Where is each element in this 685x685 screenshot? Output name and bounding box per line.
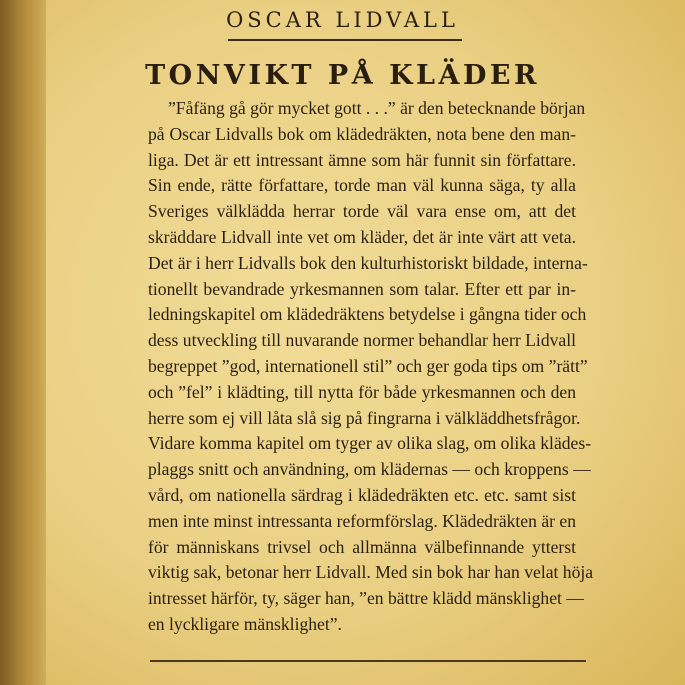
body-line: ledningskapitel om klädedräktens betydelse i gångna tider och xyxy=(148,304,587,325)
header-rule xyxy=(228,39,462,41)
body-line: dess utveckling till nuvarande normer behandlar herr Lidvall xyxy=(148,330,576,351)
body-line: vård, om nationella särdrag i klädedräkten etc. etc. samt sist xyxy=(148,484,576,505)
body-line: för människans trivsel och allmänna välbefinnande ytterst xyxy=(148,536,576,557)
body-line: ”Fåfäng gå gör mycket gott . . .” är den betecknande början xyxy=(168,98,586,118)
article-body xyxy=(148,96,594,638)
body-line: plaggs snitt och användning, om klädernas — och kroppens — xyxy=(148,459,591,480)
author-heading: OSCAR LIDVALL xyxy=(226,8,459,32)
body-line: en lyckligare mänsklighet”. xyxy=(148,613,342,634)
adjacent-page-edge xyxy=(0,0,47,685)
body-line: men inte minst intressanta reformförslag. Klädedräkten är en xyxy=(148,510,576,531)
article-title: TONVIKT PÅ KLÄDER xyxy=(145,60,540,91)
body-line: Vidare komma kapitel om tyger av olika slag, om olika klädes- xyxy=(148,433,592,454)
body-line: herre som ej vill låta slå sig på fingrarna i välkläddhetsfrågor. xyxy=(148,407,581,428)
body-line: och ”fel” i klädting, till nytta för både yrkesmannen och den xyxy=(148,381,576,402)
body-line: Det är i herr Lidvalls bok den kulturhistoriskt bildade, interna- xyxy=(148,252,588,273)
body-line: viktig sak, betonar herr Lidvall. Med sin bok har han velat höja xyxy=(148,562,594,583)
body-line: begreppet ”god, internationell stil” och ger goda tips om ”rätt” xyxy=(148,355,588,376)
body-line: på Oscar Lidvalls bok om klädedräkten, nota bene den man- xyxy=(148,123,576,144)
body-line: liga. Det är ett intressant ämne som här funnit sin författare. xyxy=(148,149,576,170)
body-line: Sveriges välklädda herrar torde väl vara ense om, att det xyxy=(148,201,576,222)
body-line: Sin ende, rätte författare, torde man väl kunna säga, ty alla xyxy=(148,175,576,196)
footer-rule xyxy=(150,660,586,662)
body-line: skräddare Lidvall inte vet om kläder, det är inte värt att veta. xyxy=(148,226,576,247)
body-line: intresset härför, ty, säger han, ”en bättre klädd mänsklighet — xyxy=(148,588,584,609)
body-line: tionellt bevandrade yrkesmannen som talar. Efter ett par in- xyxy=(148,278,576,299)
